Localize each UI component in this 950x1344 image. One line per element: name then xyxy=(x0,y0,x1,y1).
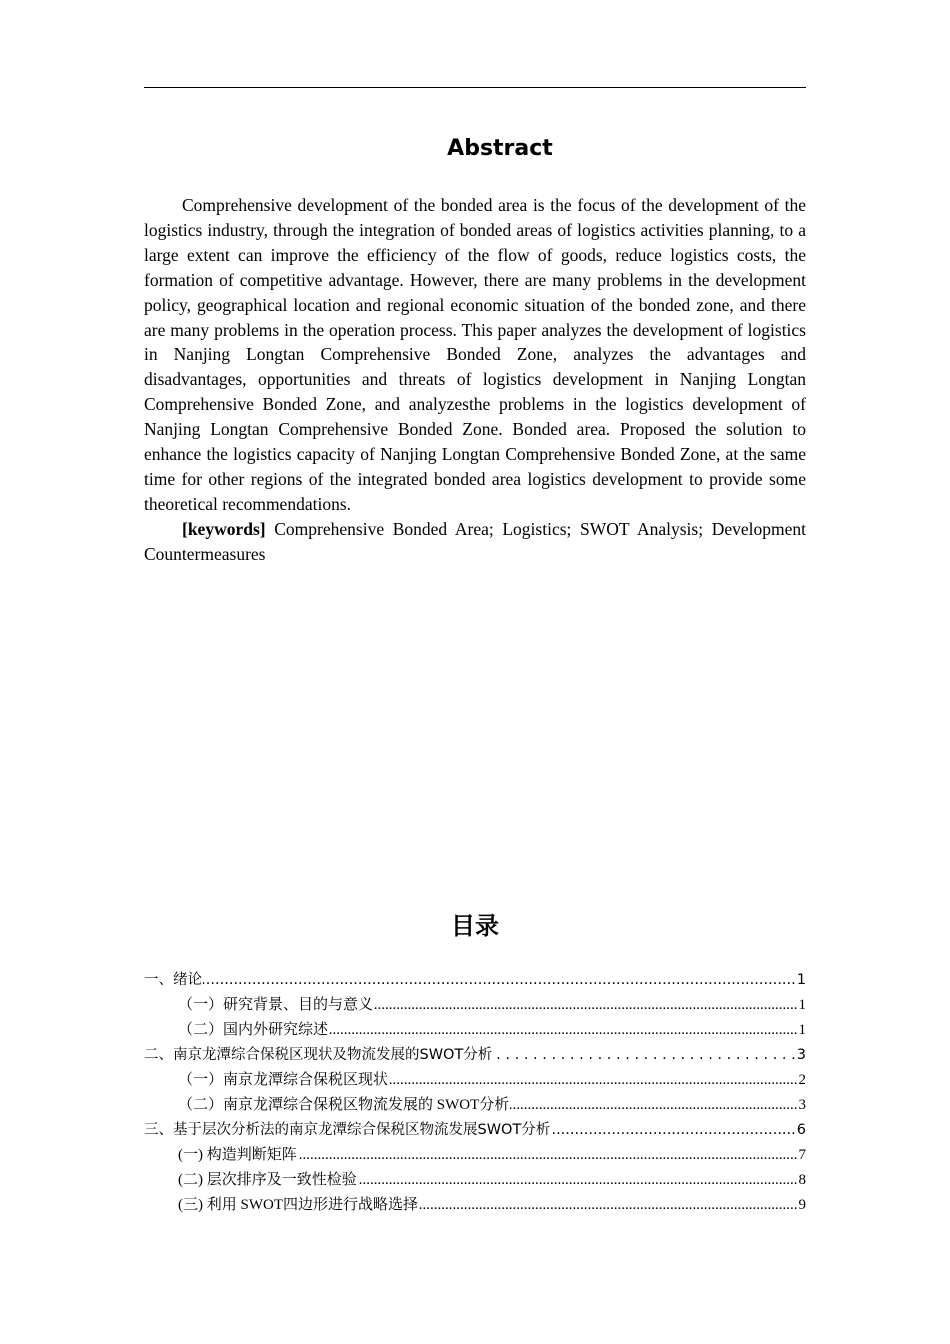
abstract-paragraph: Comprehensive development of the bonded area is the focus of the development of the logistics industry, through the integration of bonded areas of logistics activities planning, to a large extent can improve the efficiency of the flow of goods, reduce logistics costs, the formation of competitive advantage. However, there are many problems in the development policy, geographical location and regional economic situation of the bonded zone, and there are many problems in the operation process. This paper analyzes the development of logistics in Nanjing Longtan Comprehensive Bonded Zone, analyzes the advantages and disadvantages, opportunities and threats of logistics development in Nanjing Longtan Comprehensive Bonded Zone, and analyzesthe problems in the logistics development of Nanjing Longtan Comprehensive Bonded Zone. Bonded area. Proposed the solution to enhance the logistics capacity of Nanjing Longtan Comprehensive Bonded Zone, at the same time for other regions of the integrated bonded area logistics development to provide some theoretical recommendations. xyxy=(144,195,806,514)
toc-entry[interactable] xyxy=(144,1168,806,1193)
abstract-title: Abstract xyxy=(447,136,553,161)
toc-entry[interactable] xyxy=(144,1093,806,1118)
toc-entry-text: （一）南京龙潭综合保税区现状 xyxy=(178,1072,389,1088)
toc-entry[interactable] xyxy=(144,993,806,1018)
toc-entry-text: （一）研究背景、目的与意义 xyxy=(178,997,374,1013)
toc-title: 目录 xyxy=(451,912,499,940)
toc-page: 9 xyxy=(798,1197,806,1213)
toc-entry-text: (二) 层次排序及一致性检验 xyxy=(178,1172,357,1188)
dot-leader xyxy=(551,1122,795,1138)
toc-entry-text: （二）南京龙潭综合保税区物流发展的 SWOT分析 xyxy=(178,1097,510,1113)
toc-entry-text: 二、南京龙潭综合保税区现状及物流发展的SWOT分析 xyxy=(144,1047,493,1063)
toc-page: 6 xyxy=(796,1122,806,1138)
dot-leader xyxy=(329,1022,797,1039)
dot-leader xyxy=(374,997,797,1014)
toc-page: 7 xyxy=(798,1147,806,1163)
dot-leader xyxy=(493,1047,795,1063)
toc-page: 3 xyxy=(796,1047,806,1063)
toc-entry[interactable] xyxy=(144,1193,806,1218)
table-of-contents xyxy=(144,968,806,1218)
dot-leader xyxy=(419,1197,798,1214)
dot-leader xyxy=(358,1172,798,1189)
toc-entry-text: (三) 利用 SWOT四边形进行战略选择 xyxy=(178,1197,418,1213)
toc-entry[interactable] xyxy=(144,968,806,993)
toc-page: 3 xyxy=(798,1097,806,1113)
keywords-paragraph xyxy=(144,517,806,567)
toc-entry[interactable] xyxy=(144,1043,806,1068)
toc-entry-text: 三、基于层次分析法的南京龙潭综合保税区物流发展SWOT分析 xyxy=(144,1122,551,1138)
toc-page: 1 xyxy=(796,972,806,988)
toc-page: 8 xyxy=(798,1172,806,1188)
header-rule xyxy=(144,87,806,88)
toc-entry[interactable] xyxy=(144,1118,806,1143)
toc-entry[interactable] xyxy=(144,1018,806,1043)
abstract-body xyxy=(144,193,806,567)
toc-page: 1 xyxy=(798,1022,806,1038)
keywords-text: Comprehensive Bonded Area; Logistics; SWOT Analysis; Development Countermeasures xyxy=(144,518,806,564)
toc-page: 1 xyxy=(798,997,806,1013)
dot-leader xyxy=(298,1147,798,1164)
dot-leader xyxy=(389,1072,797,1089)
keywords-label: [keywords] xyxy=(182,518,266,539)
toc-entry[interactable] xyxy=(144,1143,806,1168)
toc-page: 2 xyxy=(798,1072,806,1088)
dot-leader xyxy=(203,972,796,988)
toc-entry-text: （二）国内外研究综述 xyxy=(178,1022,329,1038)
toc-entry-text: (一) 构造判断矩阵 xyxy=(178,1147,297,1163)
toc-entry-text: 一、绪论 xyxy=(144,972,202,988)
dot-leader xyxy=(510,1097,797,1114)
toc-entry[interactable] xyxy=(144,1068,806,1093)
